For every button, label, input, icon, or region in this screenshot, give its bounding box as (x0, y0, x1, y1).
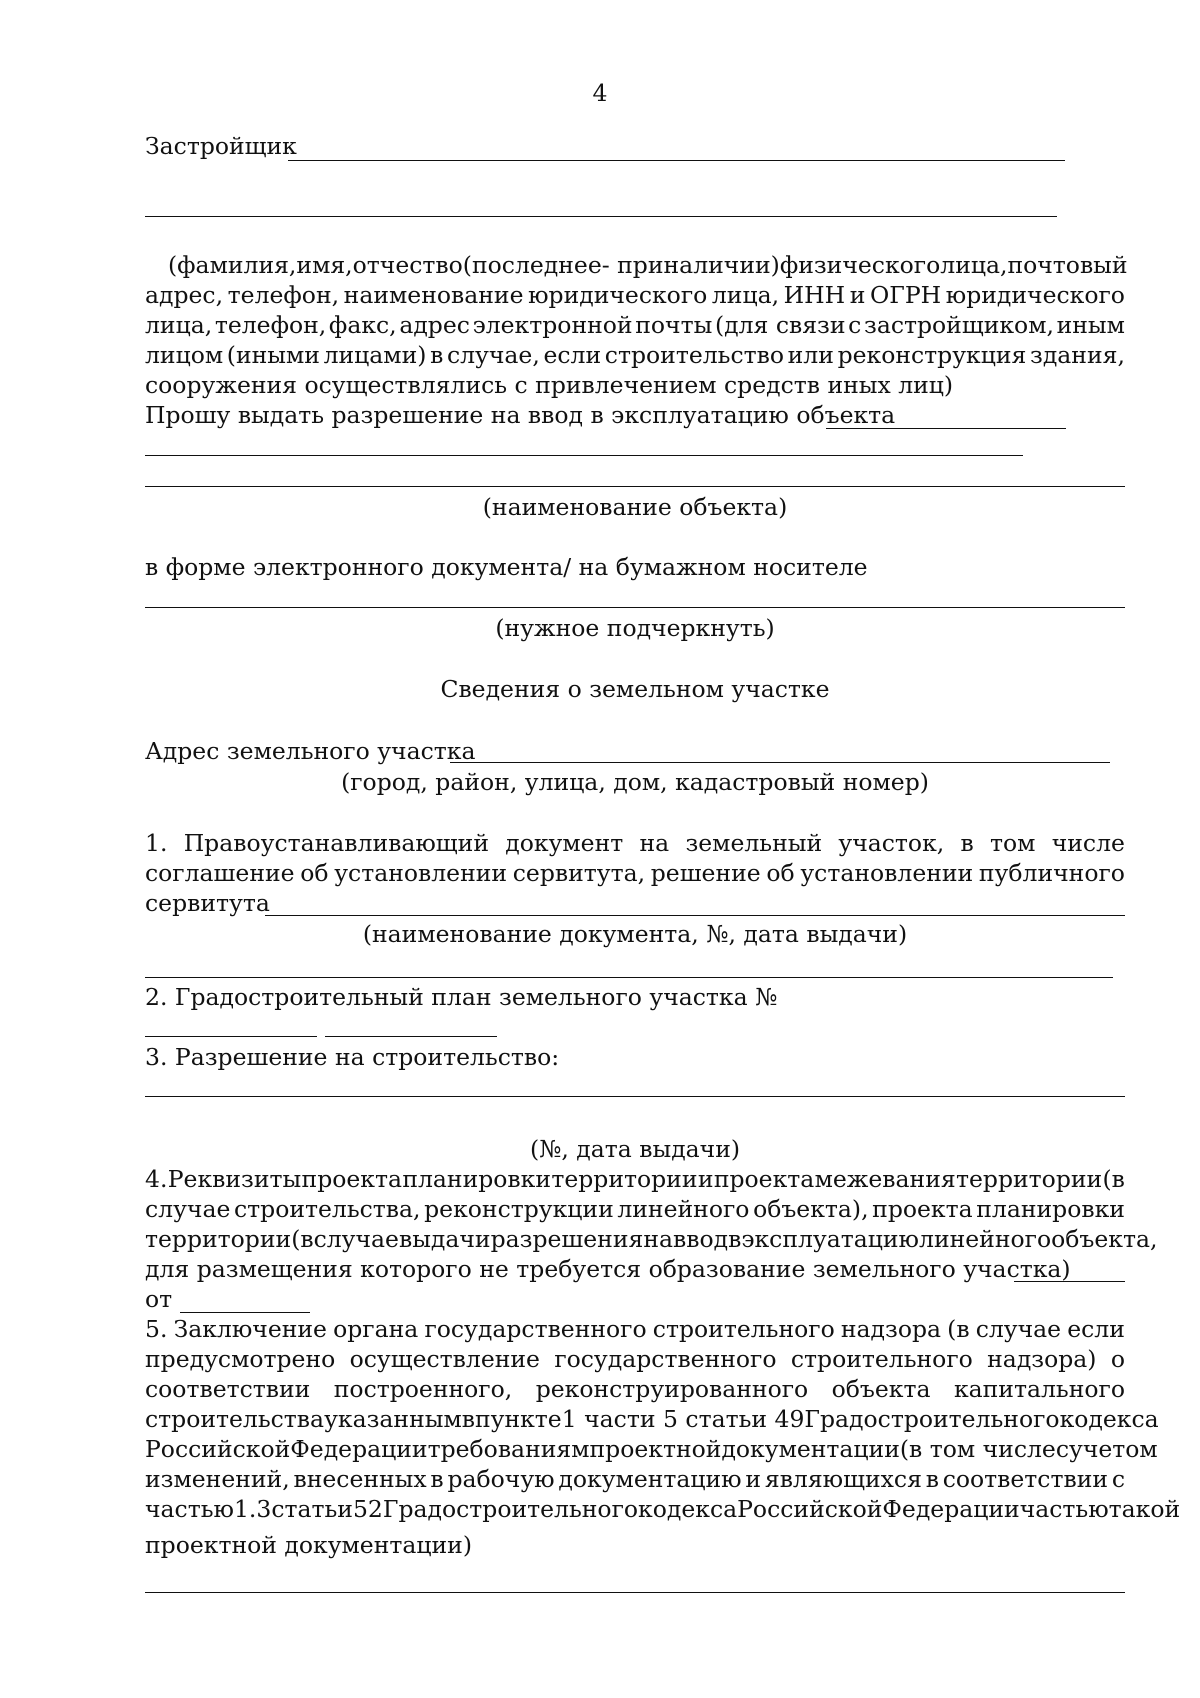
item5-word: с (1111, 1465, 1125, 1493)
item4-word: территории (551, 1165, 698, 1193)
item5-word: Заключение (173, 1315, 327, 1343)
form-text: в форме электронного документа/ на бумажном носителе (145, 553, 868, 581)
developer-note-word: в (430, 341, 444, 369)
item1-document-line[interactable] (265, 915, 1125, 916)
item5-line (145, 1344, 1125, 1374)
developer-note-word: лицами) (323, 341, 427, 369)
developer-note-word: случае, (446, 341, 540, 369)
item4-word: планировки (402, 1165, 552, 1193)
form-line[interactable] (145, 607, 1125, 608)
developer-note-line (145, 340, 1125, 370)
developer-note-word: лица, (711, 281, 780, 309)
item1-word: соглашение (145, 859, 295, 887)
item5-word: требованиям (427, 1435, 590, 1463)
item3-line[interactable] (145, 1096, 1125, 1097)
developer-label: Застройщик (145, 132, 297, 160)
developer-note-word: ОГРН (870, 281, 942, 309)
item2-field-2[interactable] (325, 1036, 497, 1037)
object-line-1[interactable] (826, 428, 1066, 429)
item1-line-2 (145, 858, 1125, 888)
item5-word: случае (975, 1315, 1062, 1343)
item5-word: 1.3 (233, 1495, 272, 1523)
item5-word: реконструированного (535, 1375, 809, 1403)
developer-note-word: лица, (145, 311, 213, 339)
item3-caption: (№, дата выдачи) (529, 1135, 741, 1163)
item1-line-3: сервитута (145, 889, 270, 917)
item5-word: если (1067, 1315, 1125, 1343)
item5-word: Российской (737, 1495, 883, 1523)
item5-word: с (1055, 1435, 1070, 1463)
developer-note-word: (иными (226, 341, 320, 369)
item5-word: в (461, 1405, 475, 1433)
developer-note-word: строительство (604, 341, 784, 369)
item1-word: земельный (685, 829, 823, 857)
item5-word: Градостроительного (804, 1405, 1060, 1433)
developer-note-word: юридического (945, 281, 1125, 309)
item5-word: строительного (790, 1345, 973, 1373)
item5-word: государственного (554, 1345, 777, 1373)
item5-word: строительного (652, 1315, 835, 1343)
developer-note-word: и (849, 281, 866, 309)
item4-word: линейного (919, 1225, 1052, 1253)
developer-note-word: физического (779, 251, 941, 279)
developer-note-word: ИНН (783, 281, 846, 309)
item1-word: сервитута, (512, 859, 646, 887)
item4-line-2 (145, 1194, 1125, 1224)
item5-word: документацию (558, 1465, 742, 1493)
item4-word: 4. (145, 1165, 168, 1193)
item4-word: линейного (617, 1195, 750, 1223)
item5-word: надзора) (987, 1345, 1097, 1373)
item1-word: решение (650, 859, 761, 887)
item1-word: об (766, 859, 795, 887)
item5-word: статьи (271, 1495, 353, 1523)
developer-note-word: или (787, 341, 834, 369)
item5-word: изменений, (145, 1465, 290, 1493)
item5-word: проектной (589, 1435, 722, 1463)
land-heading: Сведения о земельном участке (440, 675, 830, 703)
item1-word: Правоустанавливающий (183, 829, 489, 857)
item5-line (145, 1434, 1158, 1464)
item5-word: кодекса (638, 1495, 738, 1523)
item1-extra-line[interactable] (145, 977, 1113, 978)
item4-word: (в (291, 1225, 314, 1253)
item4-date-line[interactable] (180, 1312, 310, 1313)
item1-word: в (960, 829, 974, 857)
item1-word: об (300, 859, 329, 887)
item4-word: объекта, (1051, 1225, 1158, 1253)
developer-note-word: факс, (328, 311, 397, 339)
item5-line (145, 1464, 1125, 1494)
item5-word: государственного (424, 1315, 647, 1343)
item4-word: проекта (301, 1165, 402, 1193)
developer-line-1[interactable] (288, 160, 1065, 161)
developer-note-word: лицом (145, 341, 224, 369)
developer-note-last: сооружения осуществлялись с привлечением средств иных лиц) (145, 371, 954, 399)
item1-word: установлении (334, 859, 508, 887)
item5-word: документации (721, 1435, 900, 1463)
item4-word: планировки (976, 1195, 1125, 1223)
developer-note-word: отчество (352, 251, 463, 279)
item5-word: построенного, (333, 1375, 513, 1403)
item1-word: 1. (145, 829, 168, 857)
developer-note-word: лица, (940, 251, 1008, 279)
item4-word: в (728, 1225, 742, 1253)
item4-word: строительства, (233, 1195, 421, 1223)
item4-word: эксплуатацию (741, 1225, 920, 1253)
address-line[interactable] (450, 762, 1110, 763)
developer-note-word: (последнее (462, 251, 602, 279)
item5-last: проектной документации) (145, 1531, 472, 1559)
developer-note-word: реконструкция (837, 341, 1027, 369)
item5-word: осуществление (349, 1345, 540, 1373)
item1-word: документ (505, 829, 624, 857)
item4-line-1 (145, 1164, 1125, 1194)
item1-word: на (639, 829, 670, 857)
item1-word: числе (1051, 829, 1125, 857)
address-caption: (город, район, улица, дом, кадастровый номер) (341, 768, 929, 796)
item5-word: в (925, 1465, 939, 1493)
item4-requisites-line[interactable] (1014, 1281, 1125, 1282)
item4-word: случае (145, 1195, 231, 1223)
item5-line[interactable] (145, 1592, 1125, 1593)
developer-note-word: - при (601, 251, 664, 279)
form-caption: (нужное подчеркнуть) (495, 614, 775, 642)
developer-note-word: телефон, (227, 281, 340, 309)
item4-word: случае (313, 1225, 399, 1253)
item5-word: строительства (145, 1405, 325, 1433)
item5-word: надзора (840, 1315, 942, 1343)
item5-word: 52 (352, 1495, 383, 1523)
item5-word: внесенных (293, 1465, 427, 1493)
item4-line-3 (145, 1224, 1158, 1254)
item5-word: частью (145, 1495, 234, 1523)
object-caption: (наименование объекта) (482, 493, 788, 521)
item1-caption: (наименование документа, №, дата выдачи) (362, 920, 908, 948)
item1-word: участок, (838, 829, 945, 857)
item5-word: Федерации (290, 1435, 428, 1463)
item1-word: публичного (978, 859, 1125, 887)
item1-line-1 (145, 828, 1125, 858)
item5-word: соответствии (942, 1465, 1109, 1493)
item5-word: кодекса (1059, 1405, 1159, 1433)
item5-line (145, 1374, 1125, 1404)
developer-note-word: (для связи (714, 311, 846, 339)
item5-word: капитального (953, 1375, 1125, 1403)
item5-word: частью (1019, 1495, 1109, 1523)
item2-text: 2. Градостроительный план земельного участка № (145, 983, 778, 1011)
item5-line (145, 1494, 1181, 1524)
item5-word: указанным (324, 1405, 462, 1433)
item4-word: и (697, 1165, 714, 1193)
item5-word: Градостроительного (382, 1495, 639, 1523)
item5-word: пункте (474, 1405, 562, 1433)
developer-note-word: здания, (1030, 341, 1125, 369)
item5-word: Российской (145, 1435, 291, 1463)
developer-note-word: иным (1056, 311, 1125, 339)
item5-word: (в (947, 1315, 970, 1343)
item4-line-4: для размещения которого не требуется образование земельного участка) (145, 1255, 1071, 1283)
item5-word: 1 части 5 статьи 49 (561, 1405, 805, 1433)
developer-note-word: почты (635, 311, 713, 339)
item5-word: и (745, 1465, 762, 1493)
developer-note-line (168, 250, 1128, 280)
page-number: 4 (592, 79, 608, 107)
developer-note-word: с (848, 311, 862, 339)
developer-line-2[interactable] (145, 216, 1057, 217)
developer-note-word: адрес (399, 311, 470, 339)
developer-note-word: застройщиком, (864, 311, 1054, 339)
item5-word: объекта (831, 1375, 931, 1403)
item5-word: являющихся (764, 1465, 922, 1493)
developer-note-line (145, 310, 1125, 340)
item4-word: выдачи (398, 1225, 491, 1253)
item4-word: на (643, 1225, 674, 1253)
developer-note-word: почтовый (1007, 251, 1128, 279)
developer-note-word: телефон, (214, 311, 327, 339)
item4-word: проекта (713, 1165, 815, 1193)
item1-word: установлении (800, 859, 974, 887)
item4-word: проекта (872, 1195, 973, 1223)
item2-field-1[interactable] (145, 1036, 317, 1037)
item4-word: объекта), (753, 1195, 869, 1223)
developer-note-word: адрес, (145, 281, 224, 309)
address-label: Адрес земельного участка (145, 737, 476, 765)
item5-word: (в том числе (899, 1435, 1056, 1463)
item1-word: том (990, 829, 1036, 857)
item4-word: территории (145, 1225, 292, 1253)
developer-note-word: если (543, 341, 602, 369)
item4-word: Реквизиты (167, 1165, 302, 1193)
item5-line (145, 1404, 1159, 1434)
item4-word: межевания (814, 1165, 956, 1193)
developer-note-word: наименование (343, 281, 524, 309)
object-line-3[interactable] (145, 486, 1125, 487)
developer-note-word: (фамилия, (168, 251, 297, 279)
developer-note-word: юридического (528, 281, 708, 309)
item5-word: соответствии (145, 1375, 311, 1403)
item3-text: 3. Разрешение на строительство: (145, 1043, 560, 1071)
item4-word: разрешения (490, 1225, 644, 1253)
item5-word: органа (333, 1315, 419, 1343)
item5-word: такой (1108, 1495, 1181, 1523)
item5-word: рабочую (447, 1465, 555, 1493)
item5-word: 5. (145, 1315, 168, 1343)
item5-word: предусмотрено (145, 1345, 336, 1373)
developer-note-line (145, 280, 1125, 310)
item4-word: реконструкции (424, 1195, 614, 1223)
item5-word: учетом (1069, 1435, 1158, 1463)
item5-word: в (430, 1465, 444, 1493)
item4-line-5: от (145, 1285, 173, 1313)
item4-word: ввод (673, 1225, 729, 1253)
item5-word: Федерации (882, 1495, 1020, 1523)
developer-note-word: электронной (472, 311, 633, 339)
developer-note-word: наличии) (663, 251, 780, 279)
item5-word: о (1110, 1345, 1125, 1373)
object-line-2[interactable] (145, 455, 1023, 456)
developer-note-word: имя, (296, 251, 353, 279)
item4-word: (в (1102, 1165, 1125, 1193)
item5-line (145, 1314, 1125, 1344)
request-text: Прошу выдать разрешение на ввод в эксплуатацию объекта (145, 401, 896, 429)
item4-word: территории (956, 1165, 1103, 1193)
